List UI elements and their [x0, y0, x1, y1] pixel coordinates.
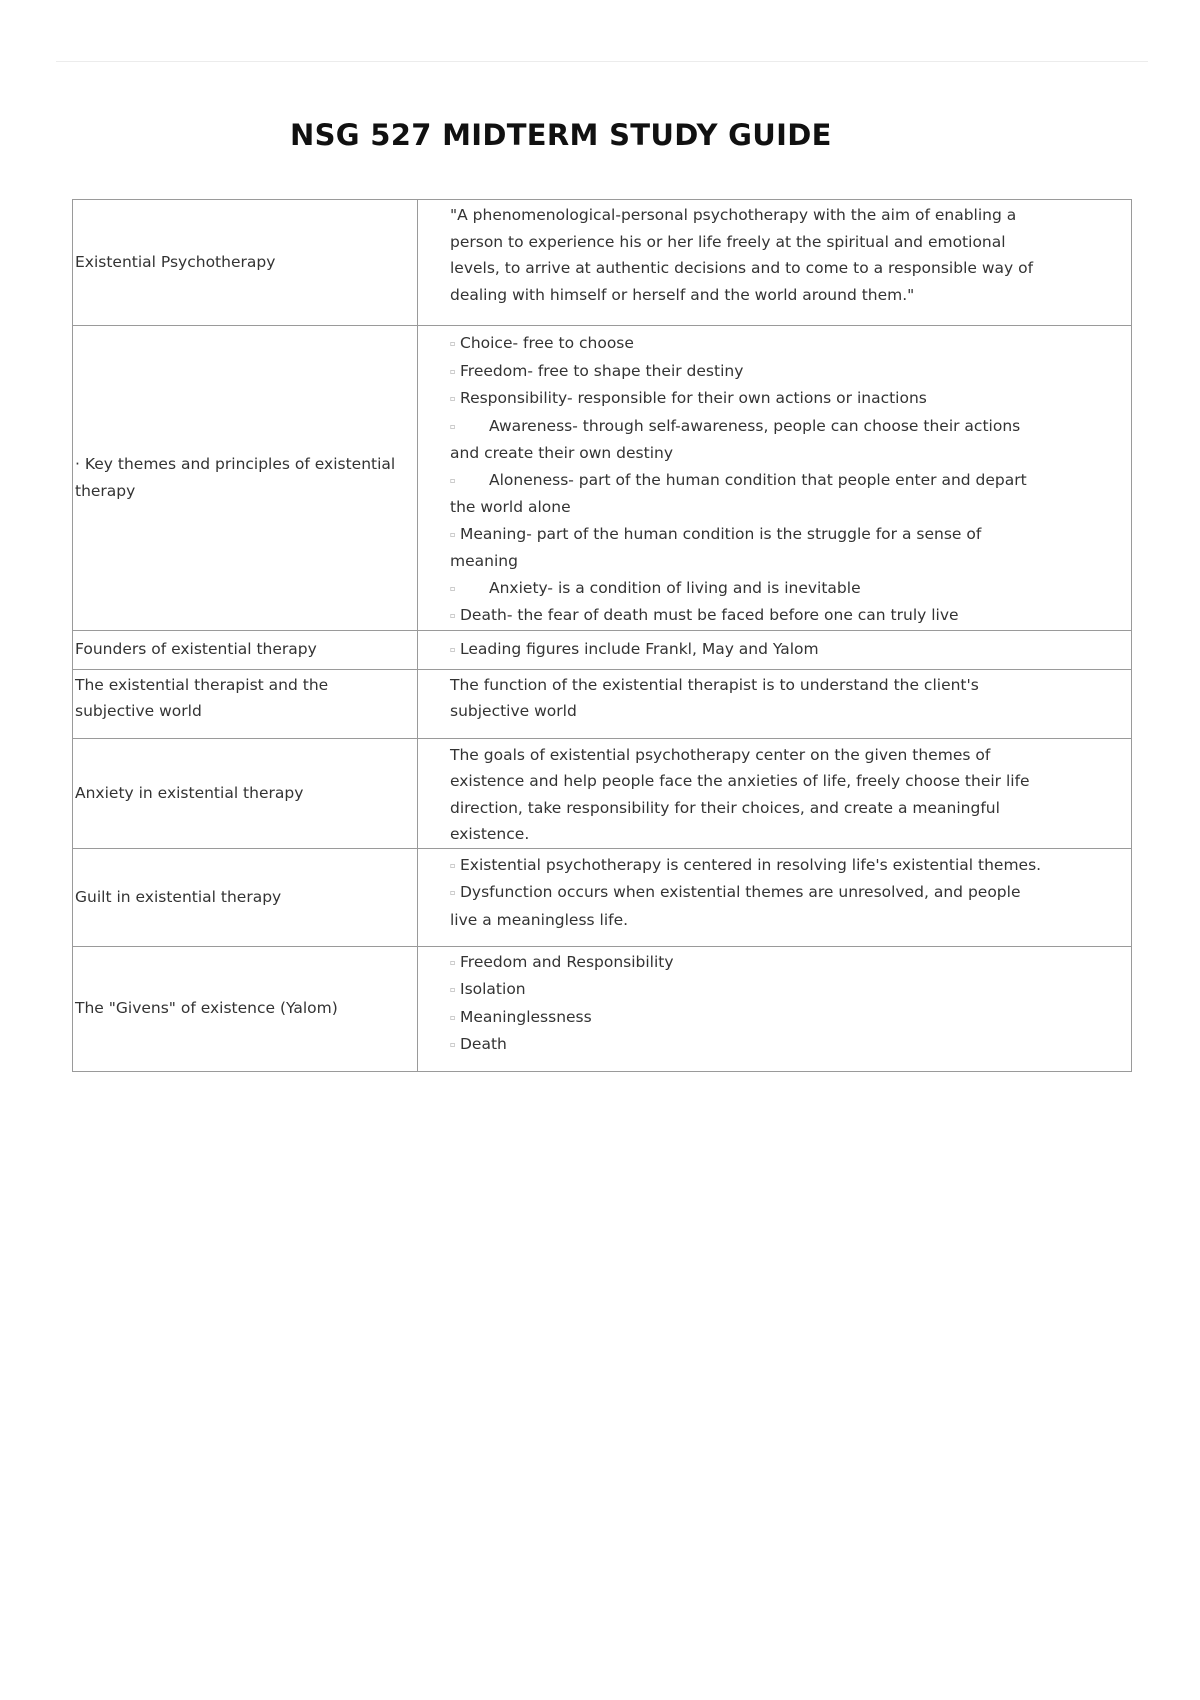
- list-item: ▫ Meaninglessness: [450, 1004, 1051, 1032]
- list-item: ▫ Death- the fear of death must be faced before one can truly live: [450, 602, 1051, 630]
- bullet-icon: ▫: [450, 611, 456, 620]
- term-cell: Existential Psychotherapy: [73, 200, 418, 326]
- term-cell: Founders of existential therapy: [73, 630, 418, 669]
- term-cell: The existential therapist and the subjective world: [73, 669, 418, 738]
- definition-cell: [418, 946, 1132, 1071]
- list-item: ▫ Isolation: [450, 976, 1051, 1004]
- list-item: ▫ Freedom and Responsibility: [450, 949, 1051, 977]
- bullet-icon: ▫: [450, 888, 456, 897]
- bullet-icon: ▫: [450, 475, 456, 485]
- definition-cell: [418, 848, 1132, 946]
- list-item: ▫ Freedom- free to shape their destiny: [450, 358, 1051, 386]
- list-item: ▫ Choice- free to choose: [450, 330, 1051, 358]
- table-row: [73, 630, 1132, 669]
- definition-cell: "A phenomenological-personal psychotherapy with the aim of enabling a person to experience his or her life freely at the spiritual and emotional levels, to arrive at authentic decisions and to come to a responsible way of dealing with himself or herself and the world around them.": [418, 200, 1132, 326]
- bullet-icon: ▫: [450, 985, 456, 994]
- bullet-icon: ▫: [450, 957, 456, 967]
- definition-cell: [418, 630, 1132, 669]
- definition-cell: The goals of existential psychotherapy center on the given themes of existence and help people face the anxieties of life, freely choose their life direction, take responsibility for their choices, and create a meaningful existence.: [418, 738, 1132, 848]
- list-item: ▫ Meaning- part of the human condition is the struggle for a sense of meaning: [450, 521, 1051, 575]
- bullet-icon: ▫: [450, 339, 456, 348]
- bullet-icon: ▫: [450, 421, 456, 431]
- bullet-icon: ▫: [450, 394, 456, 403]
- term-cell: The "Givens" of existence (Yalom): [73, 946, 418, 1071]
- list-item: ▫ Aloneness- part of the human condition that people enter and depart the world alone: [450, 467, 1051, 521]
- bullet-icon: ▫: [450, 366, 456, 376]
- definition-cell: [418, 326, 1132, 631]
- list-item: ▫ Existential psychotherapy is centered in resolving life's existential themes.: [450, 852, 1051, 880]
- term-cell: · Key themes and principles of existential therapy: [73, 326, 418, 631]
- table-row: [73, 200, 1132, 326]
- list-item: ▫ Responsibility- responsible for their own actions or inactions: [450, 385, 1051, 413]
- bullet-icon: ▫: [450, 1040, 456, 1049]
- list-item: ▫ Anxiety- is a condition of living and is inevitable: [450, 575, 1051, 603]
- table-row: [73, 848, 1132, 946]
- bullet-icon: ▫: [450, 860, 456, 870]
- table-row: [73, 738, 1132, 848]
- definition-cell: The function of the existential therapist is to understand the client's subjective world: [418, 669, 1132, 738]
- bullet-icon: ▫: [450, 529, 456, 539]
- term-cell: Anxiety in existential therapy: [73, 738, 418, 848]
- table-row: [73, 946, 1132, 1071]
- term-cell: Guilt in existential therapy: [73, 848, 418, 946]
- bullet-icon: ▫: [450, 583, 456, 593]
- study-guide-table: [72, 199, 1132, 1072]
- table-row: [73, 669, 1132, 738]
- list-item: ▫ Dysfunction occurs when existential themes are unresolved, and people live a meaningless life.: [450, 879, 1051, 933]
- page-title: NSG 527 MIDTERM STUDY GUIDE: [290, 118, 832, 152]
- page-top-rule: [56, 61, 1148, 62]
- table-row: [73, 326, 1132, 631]
- bullet-icon: ▫: [450, 644, 456, 654]
- list-item: ▫ Death: [450, 1031, 1051, 1059]
- list-item: ▫ Leading figures include Frankl, May and Yalom: [450, 636, 1051, 664]
- list-item: ▫ Awareness- through self-awareness, people can choose their actions and create their own destiny: [450, 413, 1051, 467]
- bullet-icon: ▫: [450, 1012, 456, 1022]
